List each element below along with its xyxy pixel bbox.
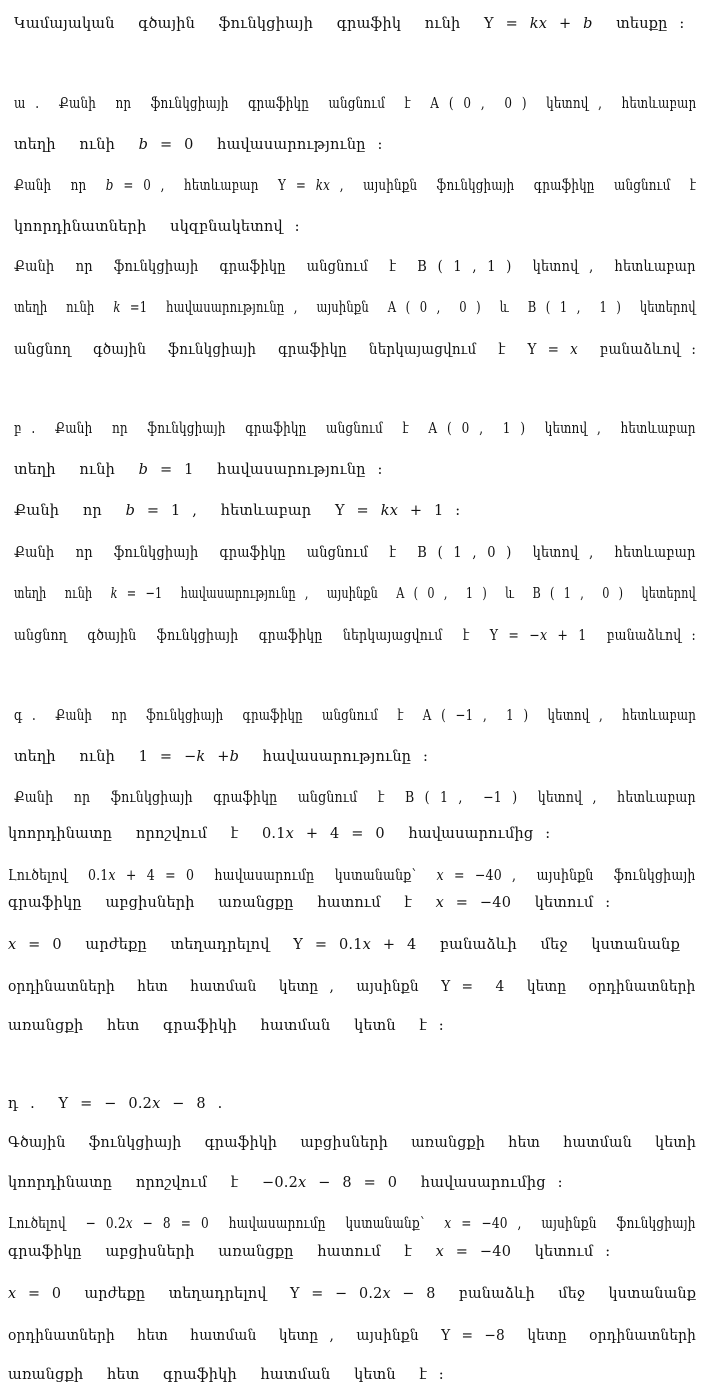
- text-line: դ . Y = − 0.2𝑥 − 8 .: [8, 1096, 223, 1112]
- text-line: կոորդինատը որոշվում է −0.2𝑥 − 8 = 0 հավասարումից ։: [8, 1175, 563, 1191]
- text-line: տեղի ունի 𝑘 = −1 հավասարությունը , այսինքն A ( 0 , 1 ) և B ( 1 , 0 ) կետերով: [14, 586, 696, 602]
- text-line: Քանի որ ֆունկցիայի գրաֆիկը անցնում է B ( 1 , −1 ) կետով , հետևաբար: [14, 790, 696, 806]
- text-line: գրաֆիկը աբցիսների առանցքը հատում է 𝑥 = −40 կետում ։: [8, 1244, 611, 1260]
- text-line: Քանի որ 𝑏 = 1 , հետևաբար Y = 𝑘𝑥 + 1 ։: [14, 503, 461, 519]
- text-line: բ . Քանի որ ֆունկցիայի գրաֆիկը անցնում է A ( 0 , 1 ) կետով , հետևաբար: [14, 421, 696, 437]
- text-line: Գծային ֆունկցիայի գրաֆիկի աբցիսների առանցքի հետ հատման կետի: [8, 1135, 697, 1151]
- text-line: Քանի որ ֆունկցիայի գրաֆիկը անցնում է B ( 1 , 0 ) կետով , հետևաբար: [14, 545, 696, 561]
- text-line: 𝑥 = 0 արժեքը տեղադրելով Y = 0.1𝑥 + 4 բանաձևի մեջ կստանանք: [8, 937, 681, 953]
- text-line: տեղի ունի 𝑘 =1 հավասարությունը , այսինքն A ( 0 , 0 ) և B ( 1 , 1 ) կետերով: [14, 300, 696, 316]
- text-line: անցնող գծային ֆունկցիայի գրաֆիկը ներկայացվում է Y = 𝑥 բանաձևով ։: [14, 342, 697, 358]
- text-line: օրդինատների հետ հատման կետը , այսինքն Y = −8 կետը օրդինատների: [8, 1328, 697, 1344]
- text-line: կոորդինատը որոշվում է 0.1𝑥 + 4 = 0 հավասարումից ։: [8, 826, 551, 842]
- text-line: առանցքի հետ գրաֆիկի հատման կետն է ։: [8, 1367, 444, 1383]
- text-line: Քանի որ ֆունկցիայի գրաֆիկը անցնում է B ( 1 , 1 ) կետով , հետևաբար: [14, 259, 696, 275]
- text-line: Լուծելով − 0.2𝑥 − 8 = 0 հավասարումը կստանանք՝ 𝑥 = −40 , այսինքն ֆունկցիայի: [8, 1216, 696, 1232]
- text-line: անցնող գծային ֆունկցիայի գրաֆիկը ներկայացվում է Y = −𝑥 + 1 բանաձևով ։: [14, 628, 696, 644]
- text-line: կոորդինատների սկզբնակետով ։: [14, 219, 300, 235]
- text-line: գրաֆիկը աբցիսների առանցքը հատում է 𝑥 = −40 կետում ։: [8, 895, 611, 911]
- text-line: գ . Քանի որ ֆունկցիայի գրաֆիկը անցնում է A ( −1 , 1 ) կետով , հետևաբար: [14, 708, 697, 724]
- text-line: առանցքի հետ գրաֆիկի հատման կետն է ։: [8, 1018, 444, 1034]
- text-line: Քանի որ 𝑏 = 0 , հետևաբար Y = 𝑘𝑥 , այսինքն ֆունկցիայի գրաֆիկը անցնում է: [14, 178, 697, 194]
- text-line: տեղի ունի 𝑏 = 0 հավասարությունը ։: [14, 137, 383, 153]
- text-line: Լուծելով 0.1𝑥 + 4 = 0 հավասարումը կստանանք՝ 𝑥 = −40 , այսինքն ֆունկցիայի: [8, 868, 696, 884]
- text-line: տեղի ունի 1 = −𝑘 +𝑏 հավասարությունը ։: [14, 749, 429, 765]
- text-line: 𝑥 = 0 արժեքը տեղադրելով Y = − 0.2𝑥 − 8 բանաձևի մեջ կստանանք: [8, 1286, 697, 1302]
- text-line: ա . Քանի որ ֆունկցիայի գրաֆիկը անցնում է A ( 0 , 0 ) կետով , հետևաբար: [14, 96, 697, 112]
- text-line: օրդինատների հետ հատման կետը , այսինքն Y = 4 կետը օրդինատների: [8, 979, 696, 995]
- text-line: տեղի ունի 𝑏 = 1 հավասարությունը ։: [14, 462, 383, 478]
- text-line: Կամայական գծային ֆունկցիայի գրաֆիկ ունի Y = 𝑘𝑥 + 𝑏 տեսքը ։: [14, 16, 685, 32]
